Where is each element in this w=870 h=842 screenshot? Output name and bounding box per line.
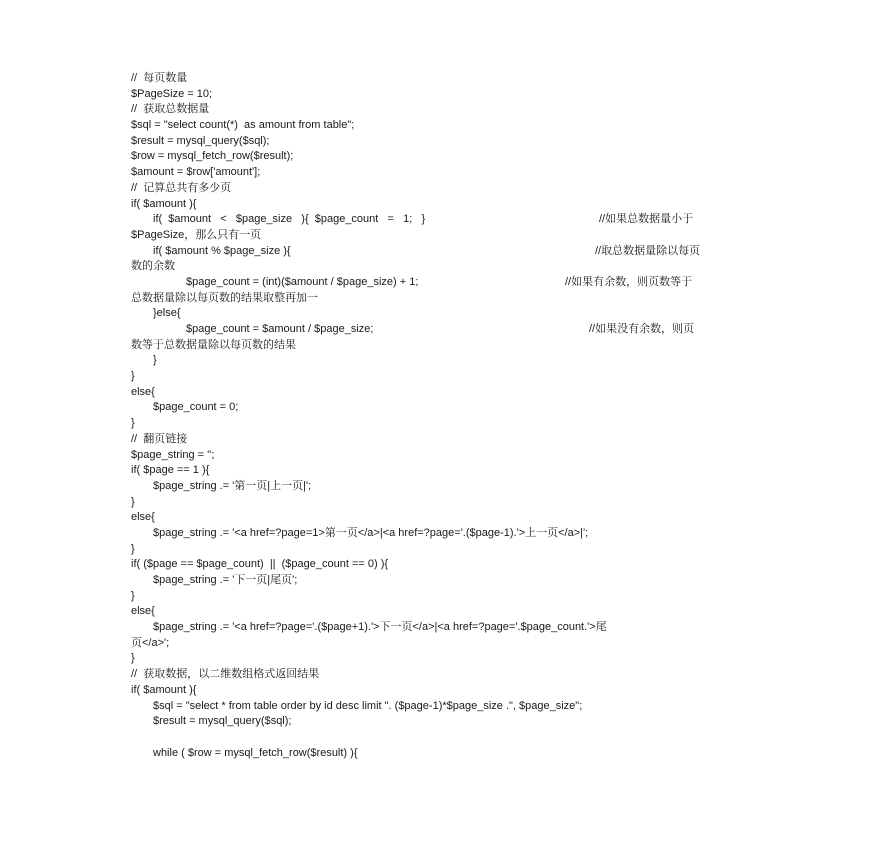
code-text: $sql = "select count(*) as amount from table";	[131, 119, 355, 132]
code-text: while ( $row = mysql_fetch_row($result) ){	[153, 746, 358, 759]
code-line	[131, 87, 741, 103]
code-line	[131, 699, 741, 715]
code-line	[131, 197, 741, 213]
code-text: $page_count = (int)($amount / $page_size) + 1;	[186, 275, 419, 288]
code-line	[131, 683, 741, 699]
code-text: $page_string .= '<a href=?page='.($page+1).'>下一页</a>|<a href=?page='.$page_count.'>尾	[153, 621, 607, 634]
code-comment: //如果没有余数，则页	[589, 323, 695, 335]
code-comment: //取总数据量除以每页	[595, 244, 701, 257]
code-line	[131, 714, 741, 730]
code-line	[131, 338, 741, 354]
code-line	[131, 667, 741, 683]
code-comment: //如果有余数，则页数等于	[565, 275, 693, 288]
code-comment: //如果总数据量小于	[599, 213, 694, 226]
code-text: $amount = $row['amount'];	[131, 166, 261, 179]
code-line	[131, 291, 741, 307]
code-text: $page_count = 0;	[153, 401, 239, 414]
code-line	[131, 228, 741, 244]
code-line	[131, 400, 741, 416]
code-text: 数的余数	[131, 260, 175, 273]
code-line	[131, 259, 741, 275]
code-line	[131, 149, 741, 165]
code-text: // 每页数量	[131, 72, 188, 84]
code-text: $page_count = $amount / $page_size;	[186, 323, 374, 335]
code-text: if( $amount ){	[131, 197, 197, 210]
code-line	[131, 275, 741, 291]
code-line	[131, 479, 741, 495]
code-line	[131, 118, 741, 134]
code-text: $sql = "select * from table order by id desc limit ". ($page-1)*$page_size .", $page_size";	[153, 699, 583, 712]
code-line	[131, 542, 741, 558]
code-line	[131, 71, 741, 87]
code-text: // 翻页链接	[131, 432, 188, 445]
code-text: // 获取数据，以二维数组格式返回结果	[131, 668, 320, 681]
code-line	[131, 651, 741, 667]
code-line	[131, 463, 741, 479]
code-text: 总数据量除以每页数的结果取整再加一	[131, 291, 318, 304]
code-text: }else{	[153, 307, 181, 320]
code-text: // 记算总共有多少页	[131, 181, 232, 194]
code-text: }	[153, 354, 157, 367]
code-line	[131, 604, 741, 620]
code-text: }	[131, 495, 135, 508]
code-text: }	[131, 589, 135, 602]
code-text: if( ($page == $page_count) || ($page_count == 0) ){	[131, 558, 389, 571]
code-line	[131, 620, 741, 636]
code-line	[131, 212, 741, 228]
code-text: else{	[131, 605, 155, 618]
code-text: if( $amount < $page_size ){ $page_count = 1; }	[153, 213, 426, 226]
blank-line	[131, 730, 741, 746]
code-text: if( $amount ){	[131, 683, 197, 696]
code-line	[131, 134, 741, 150]
code-text: 页</a>';	[131, 636, 170, 649]
code-text: else{	[131, 385, 155, 398]
code-line	[131, 448, 741, 464]
code-text: $result = mysql_query($sql);	[153, 715, 292, 728]
code-line	[131, 244, 741, 260]
code-block	[131, 71, 741, 761]
code-text: else{	[131, 511, 155, 524]
code-line	[131, 589, 741, 605]
code-line	[131, 746, 741, 762]
code-line	[131, 495, 741, 511]
code-line	[131, 636, 741, 652]
code-line	[131, 322, 741, 338]
code-text: // 获取总数据量	[131, 103, 210, 116]
code-line	[131, 557, 741, 573]
code-line	[131, 353, 741, 369]
code-text: }	[131, 370, 135, 383]
code-line	[131, 165, 741, 181]
code-line	[131, 573, 741, 589]
code-text: $page_string = '';	[131, 448, 215, 461]
code-text: $page_string .= '<a href=?page=1>第一页</a>|<a href=?page='.($page-1).'>上一页</a>|';	[153, 526, 589, 539]
code-text: }	[131, 417, 135, 430]
code-line	[131, 432, 741, 448]
code-text: if( $page == 1 ){	[131, 464, 210, 477]
code-line	[131, 526, 741, 542]
code-line	[131, 181, 741, 197]
code-text: }	[131, 542, 135, 555]
code-line	[131, 510, 741, 526]
code-text: }	[131, 652, 135, 665]
code-text: $PageSize = 10;	[131, 87, 213, 100]
code-line	[131, 416, 741, 432]
code-line	[131, 369, 741, 385]
code-line	[131, 306, 741, 322]
code-line	[131, 102, 741, 118]
code-text: $PageSize，那么只有一页	[131, 228, 262, 241]
code-text: $page_string .= '第一页|上一页|';	[153, 479, 312, 492]
code-text: 数等于总数据量除以每页数的结果	[131, 338, 296, 351]
code-text: $result = mysql_query($sql);	[131, 134, 270, 147]
code-text: if( $amount % $page_size ){	[153, 244, 291, 257]
code-text: $page_string .= '下一页|尾页';	[153, 574, 298, 586]
code-text: $row = mysql_fetch_row($result);	[131, 150, 294, 163]
code-line	[131, 385, 741, 401]
